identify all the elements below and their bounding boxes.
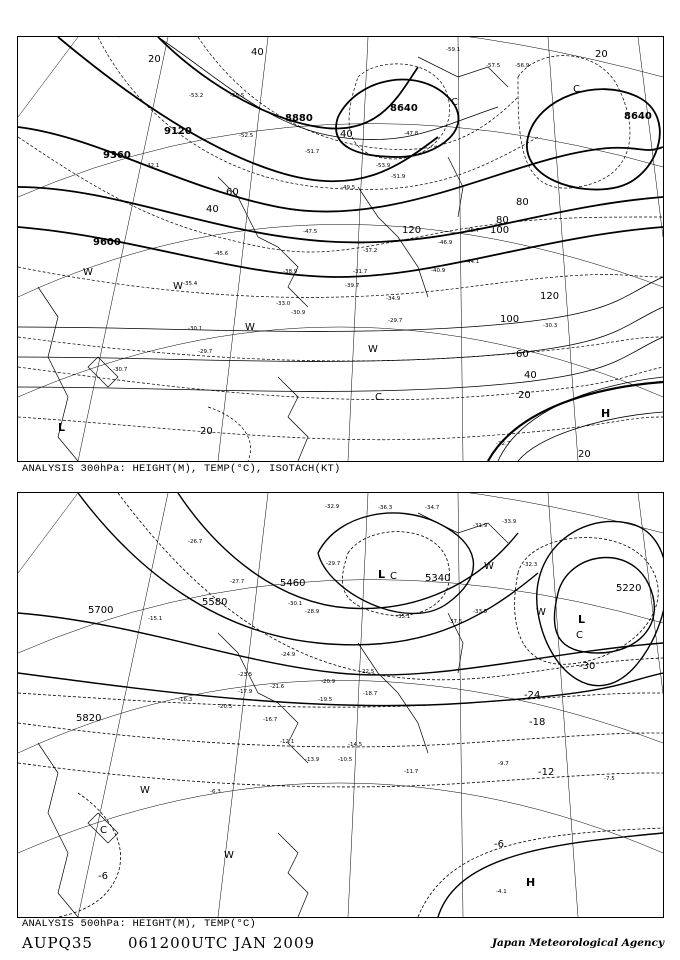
station-value: -32.9 bbox=[325, 504, 340, 510]
station-value: -45.6 bbox=[214, 251, 229, 257]
station-value: -53.2 bbox=[189, 93, 204, 99]
high-center-label: H bbox=[526, 876, 536, 889]
temperature-label: -18 bbox=[529, 717, 546, 728]
isotach-label: 120 bbox=[540, 291, 560, 302]
station-value: -47.8 bbox=[404, 131, 419, 137]
station-value: -52.5 bbox=[239, 133, 254, 139]
station-value: -33.5 bbox=[473, 609, 488, 615]
station-value: -4.1 bbox=[496, 889, 507, 895]
station-value: -56.9 bbox=[515, 63, 530, 69]
station-value: -30.1 bbox=[288, 601, 303, 607]
warm-center-label: W bbox=[83, 267, 93, 278]
temperature-labels bbox=[98, 661, 595, 882]
isotach-label: 40 bbox=[524, 370, 537, 381]
station-value: -21.6 bbox=[270, 684, 285, 690]
station-value: -20.5 bbox=[218, 704, 233, 710]
isotach-label: 40 bbox=[251, 47, 264, 58]
height-labels bbox=[76, 573, 641, 724]
cold-center-label: C bbox=[451, 97, 458, 108]
station-value: -27.7 bbox=[230, 579, 245, 585]
station-value: -31.9 bbox=[473, 523, 488, 529]
station-value: -30.1 bbox=[188, 326, 203, 332]
station-value: -16.3 bbox=[178, 697, 193, 703]
temperature-label: -6 bbox=[494, 839, 504, 850]
map-300hpa bbox=[18, 37, 663, 461]
station-value: -29.7 bbox=[388, 318, 403, 324]
cold-center-label: C bbox=[375, 392, 382, 403]
isotach-label: 20 bbox=[200, 426, 213, 437]
station-value: -19.5 bbox=[318, 697, 333, 703]
height-label-5220: 5220 bbox=[616, 583, 642, 594]
station-value: -30.7 bbox=[113, 367, 128, 373]
isotach-core bbox=[488, 382, 663, 461]
station-value: -39.7 bbox=[345, 283, 360, 289]
low-center-label: L bbox=[578, 613, 586, 626]
station-value: -31.7 bbox=[353, 269, 368, 275]
station-value: -18.7 bbox=[363, 691, 378, 697]
station-value: -24.9 bbox=[281, 652, 296, 658]
station-value: -30.9 bbox=[291, 310, 306, 316]
station-value: -53.9 bbox=[376, 163, 391, 169]
isotach-label: 100 bbox=[500, 314, 520, 325]
warm-center-label: W bbox=[484, 561, 494, 572]
warm-center-label: W bbox=[140, 785, 150, 796]
station-value: -30.3 bbox=[543, 323, 558, 329]
station-value: -36.3 bbox=[378, 505, 393, 511]
station-value: -22.5 bbox=[360, 669, 375, 675]
warm-center-label: W bbox=[245, 322, 255, 333]
height-label-5820: 5820 bbox=[76, 713, 102, 724]
station-value: -32.7 bbox=[496, 441, 511, 447]
graticule bbox=[18, 37, 663, 461]
station-value: -57.5 bbox=[486, 63, 501, 69]
isotach-label: 60 bbox=[516, 349, 529, 360]
isotach-label: 20 bbox=[518, 390, 531, 401]
station-value: -6.3 bbox=[210, 789, 221, 795]
map-panel-300hpa bbox=[17, 36, 664, 462]
station-value: -20.9 bbox=[321, 679, 336, 685]
station-value: -23.5 bbox=[238, 672, 253, 678]
isotach-label: 60 bbox=[226, 187, 239, 198]
high-center-label: H bbox=[601, 407, 611, 420]
temperature-label: -12 bbox=[538, 767, 555, 778]
cold-center-label: C bbox=[100, 825, 107, 836]
cold-center-label: C bbox=[576, 630, 583, 641]
station-value: -35.1 bbox=[396, 614, 411, 620]
station-value: -11.7 bbox=[404, 769, 419, 775]
map-panel-500hpa bbox=[17, 492, 664, 918]
station-value: -48.7 bbox=[465, 228, 480, 234]
station-value: -15.1 bbox=[148, 616, 163, 622]
warm-center-label: W bbox=[368, 344, 378, 355]
station-value: -16.7 bbox=[263, 717, 278, 723]
station-value: -33.0 bbox=[276, 301, 291, 307]
valid-time: 061200UTC JAN 2009 bbox=[128, 934, 316, 952]
station-value: -28.9 bbox=[305, 609, 320, 615]
isotach-label: 20 bbox=[578, 449, 591, 460]
isotach-label: 80 bbox=[496, 215, 509, 226]
low-center-label: L bbox=[378, 568, 386, 581]
station-value: -10.5 bbox=[338, 757, 353, 763]
height-contours bbox=[18, 493, 663, 917]
station-value: -51.9 bbox=[391, 174, 406, 180]
station-value: -38.9 bbox=[283, 269, 298, 275]
height-label-5460: 5460 bbox=[280, 578, 306, 589]
isotach-label: 20 bbox=[595, 49, 608, 60]
station-value: -42.1 bbox=[145, 163, 160, 169]
station-value: -29.7 bbox=[326, 561, 341, 567]
cold-center-label: C bbox=[390, 571, 397, 582]
height-label-5340: 5340 bbox=[425, 573, 451, 584]
station-value: -33.9 bbox=[502, 519, 517, 525]
station-value: -34.7 bbox=[425, 505, 440, 511]
caption-500hpa: ANALYSIS 500hPa: HEIGHT(M), TEMP(°C) bbox=[22, 918, 257, 930]
isotherms bbox=[18, 37, 663, 461]
low-center-label: L bbox=[58, 421, 66, 434]
station-value: -59.1 bbox=[446, 47, 461, 53]
station-value: -13.9 bbox=[305, 757, 320, 763]
isotach-label: 80 bbox=[516, 197, 529, 208]
map-500hpa bbox=[18, 493, 663, 917]
warm-center-label: W bbox=[224, 850, 234, 861]
station-value: -40.9 bbox=[431, 268, 446, 274]
height-label-9600: 9600 bbox=[93, 237, 121, 248]
station-value: -51.7 bbox=[305, 149, 320, 155]
station-value: -49.5 bbox=[341, 185, 356, 191]
station-value: -26.7 bbox=[188, 539, 203, 545]
station-value: -37.5 bbox=[448, 619, 463, 625]
temperature-label: -24 bbox=[524, 690, 541, 701]
pressure-centers bbox=[100, 561, 585, 889]
isotach-label: 40 bbox=[206, 204, 219, 215]
station-value: -7.5 bbox=[604, 776, 615, 782]
station-value: -47.5 bbox=[303, 229, 318, 235]
height-label-9120: 9120 bbox=[164, 126, 192, 137]
isotachs bbox=[18, 37, 663, 461]
station-value: -14.5 bbox=[348, 742, 363, 748]
height-label-5580: 5580 bbox=[202, 597, 228, 608]
isotach-label: 40 bbox=[340, 129, 353, 140]
station-value: -12.1 bbox=[280, 739, 295, 745]
station-value: -29.7 bbox=[198, 349, 213, 355]
isotach-label: 20 bbox=[148, 54, 161, 65]
cold-center-label: C bbox=[573, 84, 580, 95]
chart-code: AUPQ35 bbox=[22, 934, 93, 952]
isotach-label: 120 bbox=[402, 225, 422, 236]
station-value: -55.5 bbox=[230, 93, 245, 99]
station-value: -44.1 bbox=[465, 259, 480, 265]
height-label-5700: 5700 bbox=[88, 605, 114, 616]
station-value: -32.3 bbox=[523, 562, 538, 568]
coastlines bbox=[38, 57, 508, 461]
height-label-8640-a: 8640 bbox=[390, 103, 418, 114]
height-label-8880: 8880 bbox=[285, 113, 313, 124]
height-label-8640-b: 8640 bbox=[624, 111, 652, 122]
station-value: -34.9 bbox=[386, 296, 401, 302]
agency-name: Japan Meteorological Agency bbox=[492, 937, 665, 949]
station-value: -35.4 bbox=[183, 281, 198, 287]
station-value: -46.9 bbox=[438, 240, 453, 246]
warm-center-label: W bbox=[536, 607, 546, 618]
temperature-label: -30 bbox=[579, 661, 596, 672]
station-value: -9.7 bbox=[498, 761, 509, 767]
height-label-9360: 9360 bbox=[103, 150, 131, 161]
isotach-label: 100 bbox=[490, 225, 510, 236]
station-value: -37.2 bbox=[363, 248, 378, 254]
temperature-label: -6 bbox=[98, 871, 108, 882]
caption-300hpa: ANALYSIS 300hPa: HEIGHT(M), TEMP(°C), ISOTACH(KT) bbox=[22, 463, 341, 475]
station-value: -17.9 bbox=[238, 689, 253, 695]
warm-center-label: W bbox=[173, 281, 183, 292]
